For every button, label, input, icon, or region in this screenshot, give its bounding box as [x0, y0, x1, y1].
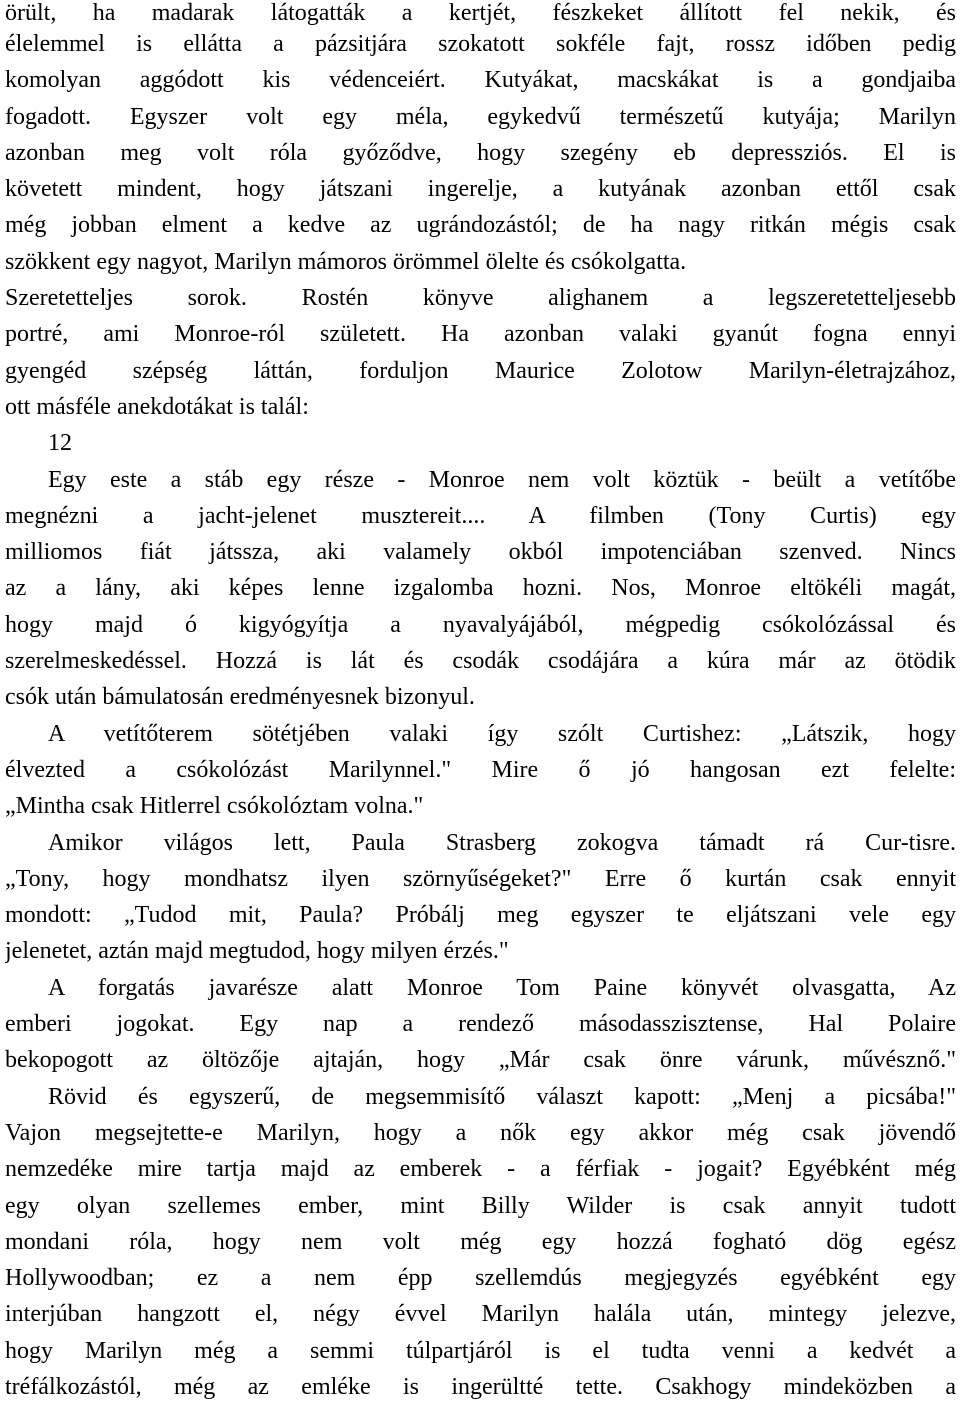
text-line: Hollywoodban; ez a nem épp szellemdús megjegyzés egyébként egy [5, 1265, 956, 1292]
text-line: hogy majd ó kigyógyítja a nyavalyájából, mégpedig csókolózással és [5, 611, 956, 638]
text-line: fogadott. Egyszer volt egy méla, egykedvű természetű kutyája; Marilyn [5, 103, 956, 130]
text-line: egy olyan szellemes ember, mint Billy Wilder is csak annyit tudott [5, 1192, 956, 1219]
text-line: mondani róla, hogy nem volt még egy hozzá fogható dög egész [5, 1228, 956, 1255]
text-line: követett mindent, hogy játszani ingerelje, a kutyának azonban ettől csak [5, 176, 956, 203]
text-line: Vajon megsejtette-e Marilyn, hogy a nők egy akkor még csak jövendő [5, 1119, 956, 1146]
text-line: ott másféle anekdotákat is talál: [5, 393, 309, 420]
text-line: mondott: „Tudod mit, Paula? Próbálj meg egyszer te eljátszani vele egy [5, 902, 956, 929]
text-line: örült, ha madarak látogatták a kertjét, fészkeket állított fel nekik, és [5, 0, 956, 26]
text-line: Amikor világos lett, Paula Strasberg zokogva támadt rá Cur-tisre. [48, 829, 956, 856]
text-line: élvezted a csókolózást Marilynnel." Mire ő jó hangosan ezt felelte: [5, 756, 956, 783]
text-line: „Tony, hogy mondhatsz ilyen szörnyűségeket?" Erre ő kurtán csak ennyit [5, 865, 956, 892]
text-line: Egy este a stáb egy része - Monroe nem volt köztük - beült a vetítőbe [48, 466, 956, 493]
text-line: azonban meg volt róla győződve, hogy szegény eb depressziós. El is [5, 139, 956, 166]
text-line: Szeretetteljes sorok. Rostén könyve alighanem a legszeretetteljesebb [5, 285, 956, 312]
text-line: A forgatás javarésze alatt Monroe Tom Paine könyvét olvasgatta, Az [48, 974, 956, 1001]
text-line: még jobban elment a kedve az ugrándozástól; de ha nagy ritkán mégis csak [5, 212, 956, 239]
text-line: gyengéd szépség láttán, forduljon Maurice Zolotow Marilyn-életrajzához, [5, 357, 956, 384]
text-line: bekopogott az öltözője ajtaján, hogy „Már csak önre várunk, művésznő." [5, 1047, 956, 1074]
text-line: élelemmel is ellátta a pázsitjára szokatott sokféle fajt, rossz időben pedig [5, 31, 956, 57]
text-line: jelenetet, aztán majd megtudod, hogy milyen érzés." [5, 938, 509, 965]
text-line: megnézni a jacht-jelenet musztereit.... A filmben (Tony Curtis) egy [5, 502, 956, 529]
text-line: komolyan aggódott kis védenceiért. Kutyákat, macskákat is a gondjaiba [5, 67, 956, 94]
text-line: szerelmeskedéssel. Hozzá is lát és csodák csodájára a kúra már az ötödik [5, 648, 956, 675]
text-line: csók után bámulatosán eredményesnek bizonyul. [5, 684, 475, 711]
text-line: tréfálkozástól, még az emléke is ingerültté tette. Csakhogy mindeközben a [5, 1373, 956, 1400]
text-line: az a lány, aki képes lenne izgalomba hozni. Nos, Monroe eltökéli magát, [5, 575, 956, 602]
text-line: emberi jogokat. Egy nap a rendező másodasszisztense, Hal Polaire [5, 1011, 956, 1038]
text-line: „Mintha csak Hitlerrel csókolóztam volna." [5, 793, 424, 820]
text-line: interjúban hangzott el, négy évvel Marilyn halála után, mintegy jelezve, [5, 1301, 956, 1328]
text-line: A vetítőterem sötétjében valaki így szólt Curtishez: „Látszik, hogy [48, 720, 956, 747]
text-line: portré, ami Monroe-ról született. Ha azonban valaki gyanút fogna ennyi [5, 321, 956, 348]
text-line: milliomos fiát játssza, aki valamely okból impotenciában szenved. Nincs [5, 539, 956, 566]
text-line: szökkent egy nagyot, Marilyn mámoros örömmel ölelte és csókolgatta. [5, 248, 687, 275]
text-line: hogy Marilyn még a semmi túlpartjáról is el tudta venni a kedvét a [5, 1337, 956, 1364]
text-line: nemzedéke mire tartja majd az emberek - a férfiak - jogait? Egyébként még [5, 1156, 956, 1183]
text-line: Rövid és egyszerű, de megsemmisítő választ kapott: „Menj a picsába!" [48, 1083, 956, 1110]
page-number: 12 [48, 430, 72, 457]
